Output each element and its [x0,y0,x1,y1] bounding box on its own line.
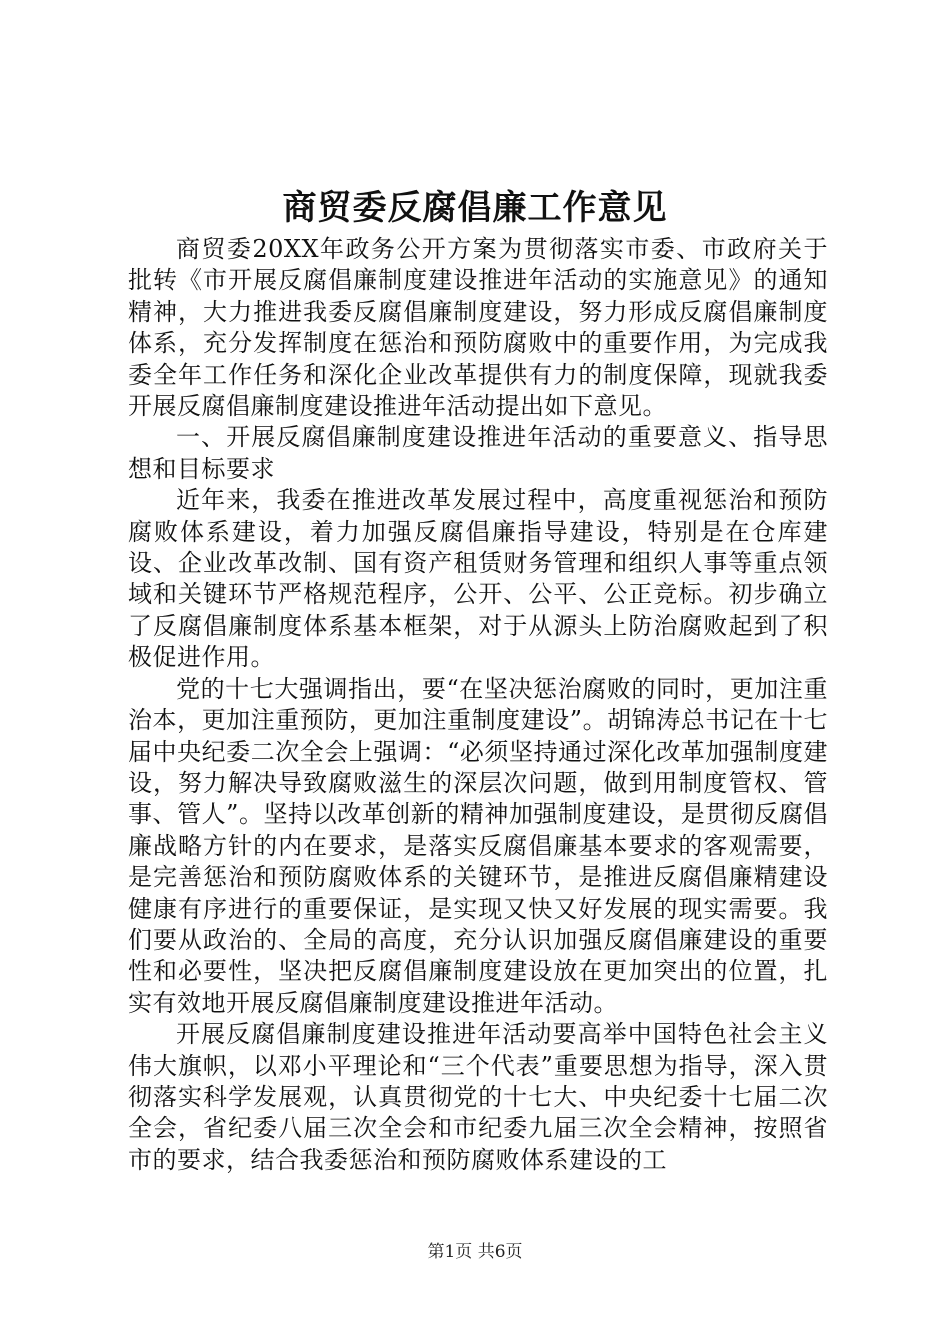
page-number-footer: 第1页 共6页 [427,1242,523,1262]
document-body [128,234,828,1176]
paragraph-party-congress: 党的十七大强调指出，要“在坚决惩治腐败的同时，更加注重治本，更加注重预防，更加注重制度建设”。胡锦涛总书记在十七届中央纪委二次全会上强调：“必须坚持通过深化改革加强制度建设，努力解决导致腐败滋生的深层次问题，做到用制度管权、管事、管人”。坚持以改革创新的精神加强制度建设，是贯彻反腐倡廉战略方针的内在要求，是落实反腐倡廉基本要求的客观需要，是完善惩治和预防腐败体系的关键环节，是推进反腐倡廉精建设健康有序进行的重要保证，是实现又快又好发展的现实需要。我们要从政治的、全局的高度，充分认识加强反腐倡廉建设的重要性和必要性，坚决把反腐倡廉制度建设放在更加突出的位置，扎实有效地开展反腐倡廉制度建设推进年活动。 [128,674,828,1017]
paragraph-intro: 商贸委20XX年政务公开方案为贯彻落实市委、市政府关于批转《市开展反腐倡廉制度建设推进年活动的实施意见》的通知精神，大力推进我委反腐倡廉制度建设，努力形成反腐倡廉制度体系，充分发挥制度在惩治和预防腐败中的重要作用，为完成我委全年工作任务和深化企业改革提供有力的制度保障，现就我委开展反腐倡廉制度建设推进年活动提出如下意见。 [128,235,828,421]
section-heading-1: 一、开展反腐倡廉制度建设推进年活动的重要意义、指导思想和目标要求 [128,423,828,483]
document-title: 商贸委反腐倡廉工作意见 [282,188,668,228]
paragraph-recent-progress: 近年来，我委在推进改革发展过程中，高度重视惩治和预防腐败体系建设，着力加强反腐倡廉指导建设，特别是在仓库建设、企业改革改制、国有资产租赁财务管理和组织人事等重点领域和关键环节严格规范程序，公开、公平、公正竞标。初步确立了反腐倡廉制度体系基本框架，对于从源头上防治腐败起到了积极促进作用。 [128,486,828,672]
paragraph-guiding-thought: 开展反腐倡廉制度建设推进年活动要高举中国特色社会主义伟大旗帜，以邓小平理论和“三个代表”重要思想为指导，深入贯彻落实科学发展观，认真贯彻党的十七大、中央纪委十七届二次全会，省纪委八届三次全会和市纪委九届三次全会精神，按照省市的要求，结合我委惩治和预防腐败体系建设的工 [128,1020,828,1174]
